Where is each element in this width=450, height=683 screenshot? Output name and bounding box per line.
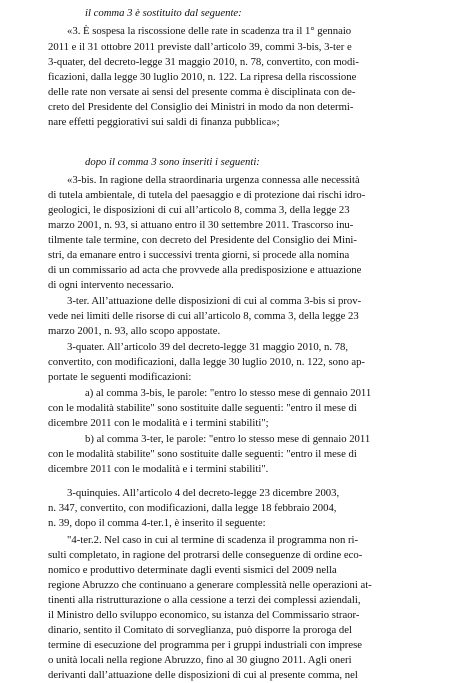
text-line: di ogni intervento necessario. bbox=[48, 279, 174, 291]
text-line: sulti completato, in ragione del protrarsi delle conseguenze di ordine eco- bbox=[48, 549, 363, 561]
text-line: «3-bis. In ragione della straordinaria urgenza connessa alle necessità bbox=[67, 174, 360, 186]
text-line: n. 347, convertito, con modificazioni, dalla legge 18 febbraio 2004, bbox=[48, 502, 337, 514]
text-line: il Ministro dello sviluppo economico, su istanza del Commissario straor- bbox=[48, 609, 360, 621]
text-line: stri, da emanare entro i successivi trenta giorni, si procede alla nomina bbox=[48, 249, 350, 261]
text-line: 3-quater, del decreto-legge 31 maggio 2010, n. 78, convertito, con modi- bbox=[48, 56, 359, 68]
text-line: 3-quater. All’articolo 39 del decreto-legge 31 maggio 2010, n. 78, bbox=[67, 341, 349, 353]
text-line: n. 39, dopo il comma 4-ter.1, è inserito il seguente: bbox=[48, 517, 266, 529]
text-line: tinenti alla ristrutturazione o alla cessione a terzi dei complessi aziendali, bbox=[48, 594, 361, 606]
text-line: di tutela ambientale, di tutela del paesaggio e di protezione dai rischi idro- bbox=[48, 189, 366, 201]
text-line: portate le seguenti modificazioni: bbox=[48, 371, 192, 383]
text-line: o unità locali nella regione Abruzzo, fino al 30 giugno 2011. Agli oneri bbox=[48, 654, 352, 666]
text-line: regione Abruzzo che continuano a generare complessità nelle operazioni at- bbox=[48, 579, 372, 591]
text-line: termine di esecuzione del programma per i gruppi industriali con imprese bbox=[48, 639, 362, 651]
text-line: con le modalità stabilite" sono sostituite dalle seguenti: "entro il mese di bbox=[48, 402, 357, 414]
text-line: convertito, con modificazioni, dalla legge 30 luglio 2010, n. 122, sono ap- bbox=[48, 356, 365, 368]
text-line: tilmente tale termine, con decreto del Presidente del Consiglio dei Mini- bbox=[48, 234, 357, 246]
text-line: 3-ter. All’attuazione delle disposizioni di cui al comma 3-bis si prov- bbox=[67, 295, 362, 307]
text-line: dicembre 2011 con le modalità e i termini stabiliti"; bbox=[48, 417, 269, 429]
text-line: nare effetti peggiorativi sui saldi di finanza pubblica»; bbox=[48, 116, 280, 128]
text-line: «3. È sospesa la riscossione delle rate in scadenza tra il 1° gennaio bbox=[67, 25, 352, 37]
text-line: creto del Presidente del Consiglio dei Ministri in modo da non determi- bbox=[48, 101, 354, 113]
intro-sostituito: il comma 3 è sostituito dal seguente: bbox=[85, 7, 242, 19]
text-line: ficazioni, dalla legge 30 luglio 2010, n. 122. La ripresa della riscossione bbox=[48, 71, 357, 83]
text-line: nomico e produttivo determinate dagli eventi sismici del 2009 nella bbox=[48, 564, 337, 576]
intro-inseriti: dopo il comma 3 sono inseriti i seguenti: bbox=[85, 156, 260, 168]
text-line: 3-quinquies. All’articolo 4 del decreto-legge 23 dicembre 2003, bbox=[67, 487, 340, 499]
text-line: b) al comma 3-ter, le parole: "entro lo stesso mese di gennaio 2011 bbox=[85, 433, 371, 445]
text-line: con le modalità stabilite" sono sostituite dalle seguenti: "entro il mese di bbox=[48, 448, 357, 460]
text-line: delle rate non versate ai sensi del presente comma è disciplinata con de- bbox=[48, 86, 356, 98]
text-line: "4-ter.2. Nel caso in cui al termine di scadenza il programma non ri- bbox=[67, 534, 359, 546]
text-line: marzo 2001, n. 93, si attuano entro il 30 settembre 2011. Trascorso inu- bbox=[48, 219, 354, 231]
text-line: marzo 2001, n. 93, allo scopo appostate. bbox=[48, 325, 221, 337]
text-line: 2011 e il 31 ottobre 2011 previste dall’articolo 39, commi 3-bis, 3-ter e bbox=[48, 41, 352, 53]
text-line: dinario, sentito il Comitato di sorveglianza, può disporre la proroga del bbox=[48, 624, 352, 636]
text-line: vede nei limiti delle risorse di cui all’articolo 8, comma 3, della legge 23 bbox=[48, 310, 359, 322]
text-line: dicembre 2011 con le modalità e i termini stabiliti". bbox=[48, 463, 269, 475]
text-line: di un commissario ad acta che provvede alla predisposizione e attuazione bbox=[48, 264, 362, 276]
text-line: a) al comma 3-bis, le parole: "entro lo stesso mese di gennaio 2011 bbox=[85, 387, 372, 399]
text-line: geologici, le disposizioni di cui all’articolo 8, comma 3, della legge 23 bbox=[48, 204, 350, 216]
text-line: derivanti dall’attuazione delle disposizioni di cui al presente comma, nel bbox=[48, 669, 358, 681]
